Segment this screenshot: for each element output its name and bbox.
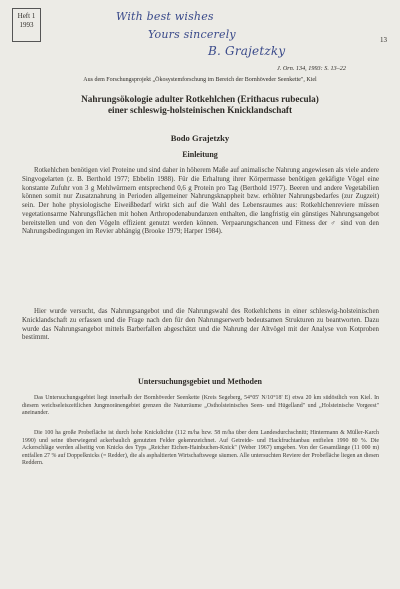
intro-paragraph-1: Rotkehlchen benötigen viel Proteine und sind daher in höherem Maße auf animalische Nahrung angewiesen als viele andere Singvogelarten (z. B. Berthold 1977; Ebbelin 1988). Für die Erhaltung ihrer Körpermasse benötigen gekäfigte Vögel eine konstante Zufuhr von 3 g Mehlwürmern entsprechend 0,6 g Protein pro Tag (Berthold 1977). Beeren und andere Vegetabilien können somit nur Zusatznahrung in Perioden allgemeiner Nahrungsknappheit bzw. erhöhter Nahrungsbedarfes (zur Zugzeit) sein. Der hohe physiologische Eiweißbedarf wirkt sich auf die Wahl des Lebensraumes aus: Rotkehlchenreviere müssen vegetationsarme Nahrungsflächen mit hohen Arthropodenabundanzen enthalten, die langfristig ein günstiges Nahrungsangebot bereitstellen und von den Vögeln effizient genutzt werden können. Verpaarungschancen und Fitness der ♂ sind von den Nahrungsbedingungen im Revier abhängig (Brooke 1979; Harper 1984). — [22, 167, 379, 236]
page-number: 13 — [380, 36, 387, 44]
author-name: Bodo Grajetzky — [170, 133, 230, 143]
methods-paragraph-1: Das Untersuchungsgebiet liegt innerhalb der Bornhöveder Seenkette (Kreis Segeberg, 54°05' N/10°18' E) etwa 20 km südöstlich von Kiel. In diesem weichseleiszeitlichen Jungmoränengebiet grenzen die Naturräume „Ostholsteinisches Seen- und Hügelland" und „Holsteinische Vorgeest" aneinander. — [22, 395, 379, 416]
handwritten-dedication-line2: Yours sincerely — [148, 28, 236, 41]
section-heading-methods: Untersuchungsgebiet und Methoden — [137, 377, 262, 386]
issue-year: 1993 — [19, 21, 34, 29]
handwritten-signature: B. Grajetzky — [208, 44, 286, 58]
title-line-2: einer schleswig-holsteinischen Knicklandschaft — [107, 105, 293, 115]
affiliation-note: Aus dem Forschungsprojekt „Ökosystemforschung im Bereich der Bornhöveder Seenkette", Kiel — [83, 77, 317, 83]
handwritten-dedication-line1: With best wishes — [116, 10, 214, 23]
intro-paragraph-2: Hier wurde versucht, das Nahrungsangebot und die Nahrungswahl des Rotkehlchens in einer schleswig-holsteinischen Knicklandschaft zu erfassen und die Frage nach den für den Nahrungserwerb bedeutsamen Strukturen zu beantworten. Dazu wurde das Nahrungsangebot mittels Barberfallen abgeschätzt und die Nahrung der Altvögel mit der Analyse von Kotproben bestimmt. — [22, 308, 379, 342]
article-title — [40, 94, 360, 116]
title-line-1: Nahrungsökologie adulter Rotkehlchen (Erithacus rubecula) — [81, 94, 319, 104]
issue-box — [12, 8, 41, 42]
journal-citation: J. Orn. 134, 1993: S. 13–22 — [277, 65, 346, 72]
issue-label: Heft 1 — [17, 12, 36, 20]
section-heading-introduction: Einleitung — [182, 150, 218, 159]
methods-paragraph-2: Die 100 ha große Probefläche ist durch hohe Knickdichte (112 m/ha bzw. 58 m/ha über dem Landesdurchschnitt; Hintermann & Müller-Karch 1990) und seine überwiegend ackerbaulich genutzten Felder gekennzeichnet. Auf Getreide- und Hackfruchtanbau entfielen 1990 80 %. Die Ackerschläge werden allseitig von Knicks des Typs „Reicher Eichen-Hainbuchen-Knick" (Weber 1967) umgeben. Von der Gesamtlänge (11 000 m) entfallen 27 % auf Doppelknicks (= Redder), die als asphaltierten Wirtschaftswege säumen. Alle untersuchten Reviere der Probefläche liegen an diesen Reddern. — [22, 430, 379, 466]
